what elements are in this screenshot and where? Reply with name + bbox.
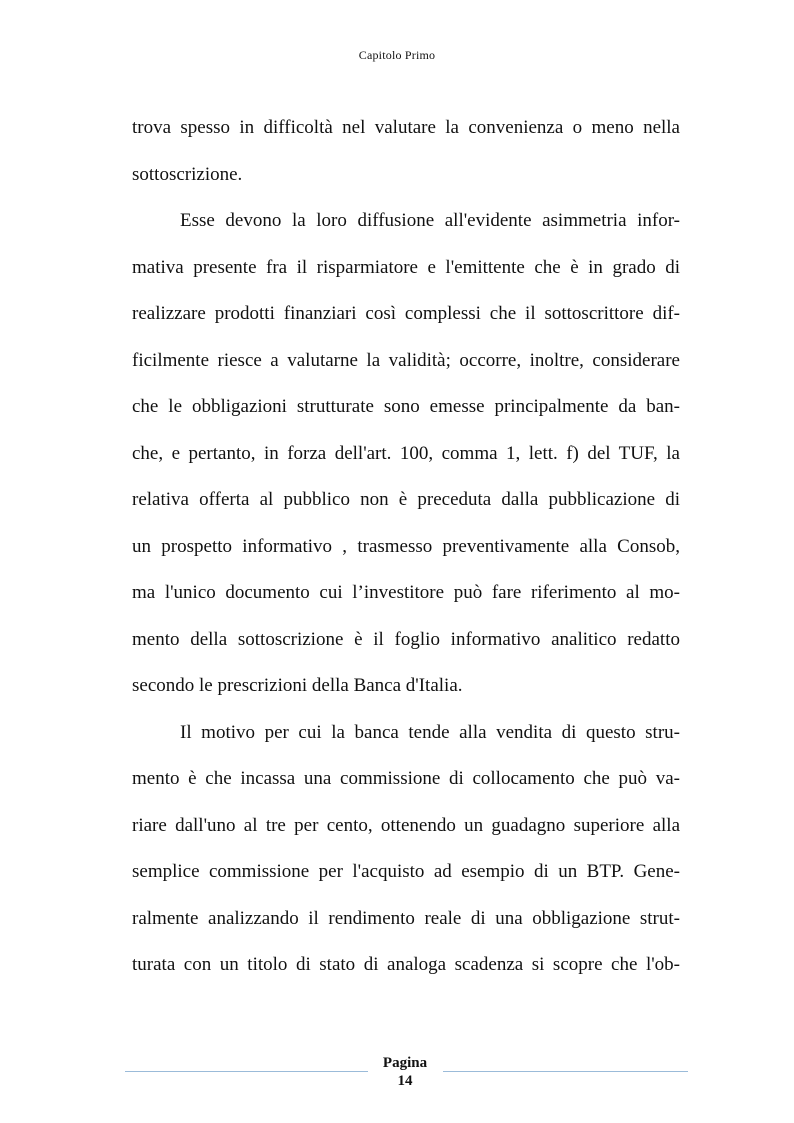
text-line: secondo le prescrizioni della Banca d'Italia. (132, 675, 463, 696)
text-line: ficilmente riesce a valutarne la validità; occorre, inoltre, considerare (132, 349, 680, 371)
text-line: sottoscrizione. (132, 163, 243, 185)
text-line: un prospetto informativo , trasmesso preventivamente alla Consob, (132, 535, 680, 557)
text-line: che, e pertanto, in forza dell'art. 100, comma 1, lett. f) del TUF, la (132, 442, 680, 464)
page-footer (0, 1054, 794, 1094)
text-line: Il motivo per cui la banca tende alla vendita di questo stru- (180, 721, 680, 743)
text-line: realizzare prodotti finanziari così complessi che il sottoscrittore dif- (132, 303, 680, 324)
text-line: trova spesso in difficoltà nel valutare la convenienza o meno nella (132, 117, 680, 138)
page-label: Pagina (382, 1055, 428, 1071)
text-line: mento è che incassa una commissione di collocamento che può va- (132, 768, 680, 789)
page-number: 14 (397, 1073, 413, 1089)
footer-rule-left (125, 1071, 368, 1072)
body-text (132, 105, 680, 989)
text-line: semplice commissione per l'acquisto ad esempio di un BTP. Gene- (132, 861, 680, 882)
text-line: mento della sottoscrizione è il foglio informativo analitico redatto (132, 628, 680, 650)
text-line: ma l'unico documento cui l’investitore può fare riferimento al mo- (132, 582, 680, 603)
text-line: riare dall'uno al tre per cento, ottenendo un guadagno superiore alla (132, 814, 680, 836)
running-header: Capitolo Primo (358, 48, 436, 62)
text-line: turata con un titolo di stato di analoga scadenza si scopre che l'ob- (132, 954, 680, 975)
text-line: che le obbligazioni strutturate sono emesse principalmente da ban- (132, 396, 680, 417)
footer-rule-right (443, 1071, 688, 1072)
text-line: ralmente analizzando il rendimento reale di una obbligazione strut- (132, 907, 680, 929)
text-line: relativa offerta al pubblico non è preceduta dalla pubblicazione di (132, 489, 680, 510)
text-line: mativa presente fra il risparmiatore e l'emittente che è in grado di (132, 256, 680, 278)
page-number-label (369, 1054, 441, 1090)
text-line: Esse devono la loro diffusione all'evidente asimmetria infor- (180, 210, 680, 231)
